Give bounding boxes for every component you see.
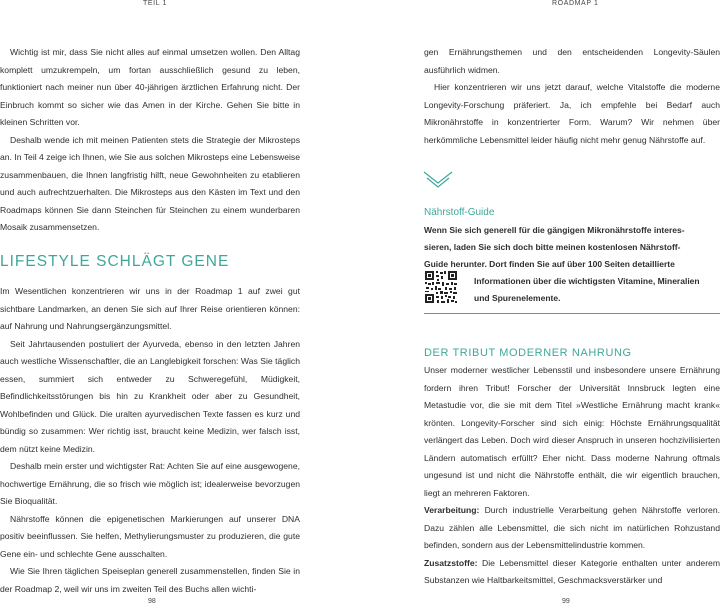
paragraph: Deshalb wende ich mit meinen Patienten stets die Strategie der Mikrosteps an. In Teil 4 zeige ich Ihnen, wie Sie aus solchen Mikrosteps eine Lebensweise zusammenbauen, die Ihnen langfristig hilft, neue Gewohnheiten zu etablieren und auch aufrechtzuerhalten. Die Mikrosteps aus den Kästen im Text und den Roadmaps können Sie dann Steinchen für Steinchen zu einem wunderbaren Mosaik zusammensetzen. <box>0 134 300 232</box>
guide-text <box>424 222 720 307</box>
running-head: TEIL 1 <box>143 0 167 7</box>
qr-code[interactable] <box>424 270 458 304</box>
guide-line: Guide herunter. Dort finden Sie auf über 100 Seiten detaillierte <box>424 259 675 269</box>
definition-text: Die Lebensmittel dieser Kategorie enthalten unter anderem Substanzen wie Haltbarkeitsmittel, Geschmacksverstärker und <box>424 557 720 585</box>
paragraph: Im Wesentlichen konzentrieren wir uns in der Roadmap 1 auf zwei gut sichtbare Landmarken, an denen Sie sich auf Ihrer Reise orientieren können: auf Nahrung und Nahrungsergänzungsmittel. <box>0 286 300 331</box>
guide-line: und Spurenelemente. <box>474 293 561 303</box>
paragraph: gen Ernährungsthemen und den entscheidenden Longevity-Säulen ausführlich widmen. <box>424 47 720 75</box>
section-heading: DER TRIBUT MODERNER NAHRUNG <box>424 347 632 359</box>
paragraph: Seit Jahrtausenden postuliert der Ayurveda, ebenso in den letzten Jahren auch westliche Wissenschaftler, die an Langlebigkeit forschen: Was Sie täglich essen, summiert sich entweder zu Schweregefühl, Müdigkeit, Befindlichkeitsstörungen bis hin zu Krankheit oder aber zu Gesundheit, Wohlbefinden und Glück. Die uralten ayurvedischen Texte fassen es kurz und bündig so zusammen: Wer richtig isst, braucht keine Medizin, wer falsch isst, dem nützt keine Medizin. <box>0 338 300 454</box>
paragraph: Wichtig ist mir, dass Sie nicht alles auf einmal umsetzen wollen. Den Alltag komplett umzukrempeln, um fortan ausschließlich gesund zu leben, funktioniert nach meiner nun über 40-jährigen ärztlichen Erfahrung nicht. Der Einbruch kommt so sicher wie das Amen in der Kirche. Gehen Sie bitte in kleinen Schritten vor. <box>0 47 300 127</box>
paragraph: Nährstoffe können die epigenetischen Markierungen auf unserer DNA positiv beeinflussen. Sie helfen, Methylierungsmuster zu produzieren, die gute Gene ein- und schlechte Gene ausschalten. <box>0 513 300 559</box>
intro-text <box>0 44 300 237</box>
guide-line: Wenn Sie sich generell für die gängigen Mikronährstoffe interes- <box>424 225 685 235</box>
paragraph: Unser moderner westlicher Lebensstil und insbesondere unsere Ernährung fordern ihren Tribut! Forscher der Universität Innsbruck legten eine Metastudie vor, die sie mit dem Titel »Westliche Ernährung macht krank« krönten. Longevity-Forscher sind sich einig: Höchste Ernährungsqualität verlängert das Leben. Doch wird dieser Anspruch in unseren hochzivilisierten Ländern automatisch erfüllt? Eher nicht. Dass moderne Nahrung oftmals ungesund ist und nicht die Nährstoffe enthält, die wir eigentlich brauchen, liegt an mehreren Faktoren. <box>424 365 720 498</box>
definition-item <box>424 502 720 555</box>
section-text <box>424 362 720 590</box>
page-number: 98 <box>148 598 156 605</box>
definition-term: Verarbeitung: <box>424 505 480 515</box>
section-text <box>0 283 300 598</box>
running-head: ROADMAP 1 <box>552 0 599 7</box>
guide-title: Nährstoff-Guide <box>424 207 495 218</box>
guide-line: Informationen über die wichtigsten Vitamine, Mineralien <box>474 276 700 286</box>
paragraph: Wie Sie Ihren täglichen Speiseplan generell zusammenstellen, finden Sie in der Roadmap 2, weil wir uns im zweiten Teil des Buchs allen wichti- <box>0 566 300 594</box>
right-page <box>360 0 720 609</box>
page-number: 99 <box>562 598 570 605</box>
definition-text: Durch industrielle Verarbeitung gehen Nährstoffe verloren. Dazu zählen alle Lebensmittel, die sich nicht im natürlichen Rohzustand befinden, sondern aus der Lebensmittelindustrie kommen. <box>424 505 720 550</box>
paragraph: Deshalb mein erster und wichtigster Rat: Achten Sie auf eine ausgewogene, hochwertige Ernährung, die so frisch wie möglich ist; idealerweise bevorzugen Sie Bioqualität. <box>0 461 300 506</box>
top-text <box>424 44 720 149</box>
definition-item <box>424 555 720 590</box>
guide-line: sieren, laden Sie sich doch bitte meinen kostenlosen Nährstoff- <box>424 242 681 252</box>
double-chevron-down-icon <box>423 171 453 191</box>
section-heading: LIFESTYLE SCHLÄGT GENE <box>0 253 230 270</box>
divider <box>424 313 720 314</box>
definition-term: Zusatzstoffe: <box>424 557 478 568</box>
paragraph: Hier konzentrieren wir uns jetzt darauf, welche Vitalstoffe die moderne Longevity-Forschung präferiert. Ja, ich empfehle bei Bedarf auch Mikronährstoffe in konzentrierter Form. Warum? Wir nehmen über herkömmliche Lebensmittel leider häufig nicht mehr genug Nährstoffe auf. <box>424 82 720 145</box>
